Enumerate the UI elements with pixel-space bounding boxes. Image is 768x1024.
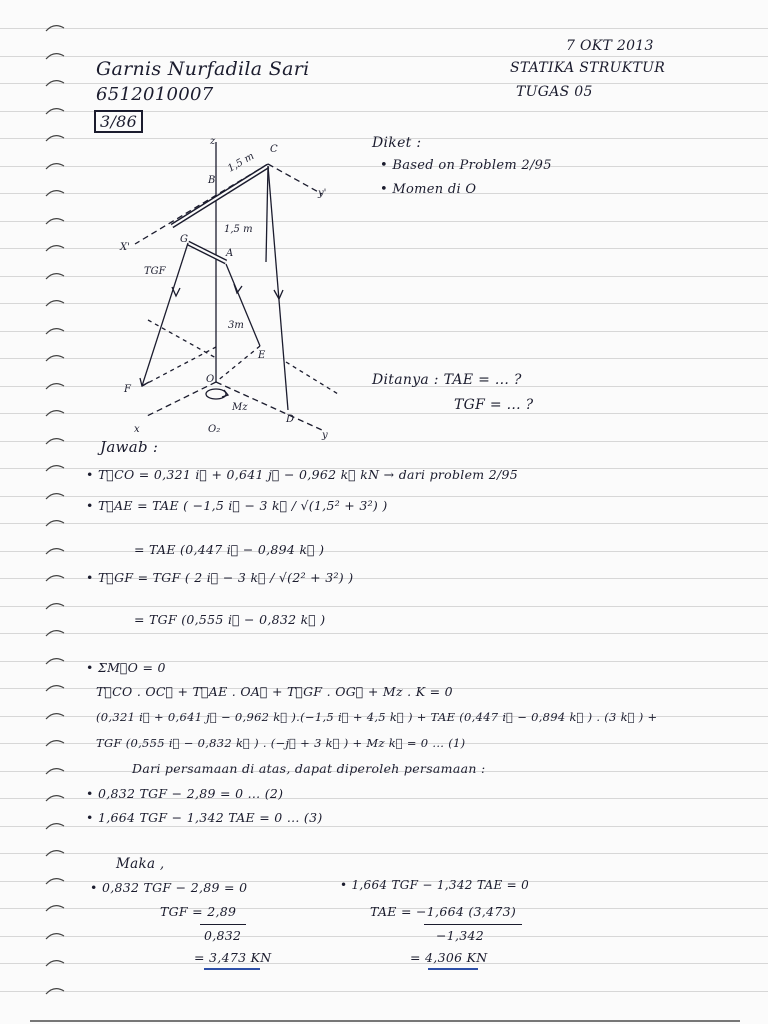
student-name: Garnis Nurfadila Sari xyxy=(96,58,310,80)
label-f: F xyxy=(124,384,131,395)
left-step-2: TGF = 2,89 xyxy=(160,904,237,919)
binder-ring-mark xyxy=(44,215,66,225)
label-dim-ae: 3m xyxy=(228,320,244,331)
ruled-line xyxy=(0,551,768,552)
binder-ring-mark xyxy=(44,572,66,582)
assignment-title: TUGAS 05 xyxy=(516,84,593,100)
label-x: x xyxy=(134,424,140,435)
asked-line-2: TGF = ... ? xyxy=(454,397,534,413)
solution-line-4: • T⃗GF = TGF ( 2 i⃗ − 3 k⃗ / √(2² + 3²) ) xyxy=(86,570,354,585)
asked-line-1: Ditanya : TAE = ... ? xyxy=(372,372,522,388)
dashed-d-line xyxy=(286,362,338,394)
label-z: z xyxy=(210,136,216,147)
solution-line-13: Maka , xyxy=(116,856,165,872)
right-fraction-bar xyxy=(424,924,522,925)
right-step-4: = 4,306 KN xyxy=(410,950,488,965)
date: 7 OKT 2013 xyxy=(566,38,654,54)
label-dim-bc: 1,5 m xyxy=(226,150,257,175)
ruled-line xyxy=(0,28,768,29)
student-id: 6512010007 xyxy=(96,84,214,105)
x-axis xyxy=(145,382,216,417)
moment-mz xyxy=(206,389,226,399)
binder-ring-mark xyxy=(44,352,66,362)
left-fraction-bar xyxy=(200,924,246,925)
ruled-line xyxy=(0,496,768,497)
solution-line-6: • ΣM⃗O = 0 xyxy=(86,660,166,675)
solution-line-11: • 0,832 TGF − 2,89 = 0 ... (2) xyxy=(86,786,284,801)
left-step-4: = 3,473 KN xyxy=(194,950,272,965)
binder-ring-mark xyxy=(44,957,66,967)
binder-ring-mark xyxy=(44,737,66,747)
ruled-line xyxy=(0,56,768,57)
binder-ring-mark xyxy=(44,627,66,637)
ruled-line xyxy=(0,633,768,634)
ruled-line xyxy=(0,826,768,827)
binder-ring-mark xyxy=(44,517,66,527)
given-item-1: • Based on Problem 2/95 xyxy=(380,158,552,173)
boom-bc-inner xyxy=(172,166,268,226)
label-mz: Mz xyxy=(232,402,248,413)
label-tgf: TGF xyxy=(144,266,166,277)
binder-ring-mark xyxy=(44,242,66,252)
binder-ring-mark xyxy=(44,682,66,692)
cable-gf xyxy=(142,243,188,386)
label-o2: O₂ xyxy=(208,424,221,435)
binder-ring-mark xyxy=(44,490,66,500)
dashed-g-line xyxy=(148,320,216,358)
cable-cd xyxy=(268,166,288,410)
label-y: y xyxy=(322,430,328,441)
label-e: E xyxy=(258,350,266,361)
label-b: B xyxy=(208,175,216,186)
binder-ring-mark xyxy=(44,297,66,307)
binder-ring-mark xyxy=(44,50,66,60)
given-item-2: • Momen di O xyxy=(380,182,477,197)
dashed-e-line xyxy=(216,346,260,382)
binder-ring-mark xyxy=(44,105,66,115)
binder-ring-mark xyxy=(44,435,66,445)
binder-ring-mark xyxy=(44,187,66,197)
structure-diagram xyxy=(100,132,360,442)
arrow-gf xyxy=(172,287,180,296)
binder-ring-mark xyxy=(44,820,66,830)
binder-ring-mark xyxy=(44,792,66,802)
binder-ring-mark xyxy=(44,765,66,775)
solution-line-12: • 1,664 TGF − 1,342 TAE = 0 ... (3) xyxy=(86,810,323,825)
left-step-3: 0,832 xyxy=(204,928,242,943)
binder-ring-mark xyxy=(44,160,66,170)
solution-line-7: T⃗CO . OC⃗ + T⃗AE . OA⃗ + T⃗GF . OG⃗ + Mz . K = 0 xyxy=(96,684,453,699)
binder-ring-mark xyxy=(44,77,66,87)
label-x-prime: X' xyxy=(120,242,130,253)
cable-c-vertical xyxy=(266,166,268,262)
ruled-line xyxy=(0,606,768,607)
binder-ring-mark xyxy=(44,930,66,940)
cable-ae xyxy=(226,264,260,346)
label-c: C xyxy=(270,144,278,155)
problem-number-box: 3/86 xyxy=(94,110,143,133)
right-result-underline xyxy=(428,968,478,970)
binder-ring-mark xyxy=(44,132,66,142)
binder-ring-mark xyxy=(44,600,66,610)
binder-ring-mark xyxy=(44,545,66,555)
label-o: O xyxy=(206,374,215,385)
left-step-1: • 0,832 TGF − 2,89 = 0 xyxy=(90,880,248,895)
binder-ring-mark xyxy=(44,22,66,32)
label-a: A xyxy=(226,248,234,259)
binder-ring-mark xyxy=(44,985,66,995)
label-d: D xyxy=(286,414,295,425)
solution-line-8: (0,321 i⃗ + 0,641 j⃗ − 0,962 k⃗ ).(−1,5 i⃗ + 4,5 k⃗ ) + TAE (0,447 i⃗ − 0,894 k⃗ ) . (3 k⃗ ) + xyxy=(96,710,658,724)
given-title: Diket : xyxy=(372,135,422,151)
solution-line-1: • T⃗CO = 0,321 i⃗ + 0,641 j⃗ − 0,962 k⃗ kN → dari problem 2/95 xyxy=(86,467,518,482)
binder-ring-mark xyxy=(44,462,66,472)
right-step-2: TAE = −1,664 (3,473) xyxy=(370,904,516,919)
solution-line-5: = TGF (0,555 i⃗ − 0,832 k⃗ ) xyxy=(134,612,326,627)
binder-ring-mark xyxy=(44,380,66,390)
solution-line-9: TGF (0,555 i⃗ − 0,832 k⃗ ) . (−j⃗ + 3 k⃗ ) + Mz k⃗ = 0 ... (1) xyxy=(96,736,466,750)
y-prime-axis xyxy=(268,164,322,194)
solution-line-3: = TAE (0,447 i⃗ − 0,894 k⃗ ) xyxy=(134,542,325,557)
binder-ring-mark xyxy=(44,655,66,665)
boom-ga-inner xyxy=(188,243,226,262)
right-step-3: −1,342 xyxy=(436,928,485,943)
ruled-line xyxy=(0,523,768,524)
label-g: G xyxy=(180,234,188,245)
binder-ring-mark xyxy=(44,875,66,885)
ruled-line xyxy=(0,936,768,937)
binder-ring-mark xyxy=(44,407,66,417)
binder-ring-mark xyxy=(44,325,66,335)
solution-line-10: Dari persamaan di atas, dapat diperoleh persamaan : xyxy=(132,761,486,776)
ruled-line xyxy=(0,853,768,854)
binder-ring-mark xyxy=(44,710,66,720)
answer-heading: Jawab : xyxy=(100,438,159,456)
binder-ring-mark xyxy=(44,847,66,857)
label-dim-ba: 1,5 m xyxy=(224,224,253,235)
left-result-underline xyxy=(204,968,260,970)
label-y-prime: y' xyxy=(318,188,327,199)
right-step-1: • 1,664 TGF − 1,342 TAE = 0 xyxy=(340,878,530,892)
ruled-line xyxy=(0,991,768,992)
binder-ring-mark xyxy=(44,902,66,912)
binder-ring-mark xyxy=(44,270,66,280)
ruled-line xyxy=(0,963,768,964)
course-title: STATIKA STRUKTUR xyxy=(510,60,666,76)
page-bottom-edge xyxy=(30,1020,740,1022)
solution-line-2: • T⃗AE = TAE ( −1,5 i⃗ − 3 k⃗ / √(1,5² + 3²) ) xyxy=(86,498,388,513)
